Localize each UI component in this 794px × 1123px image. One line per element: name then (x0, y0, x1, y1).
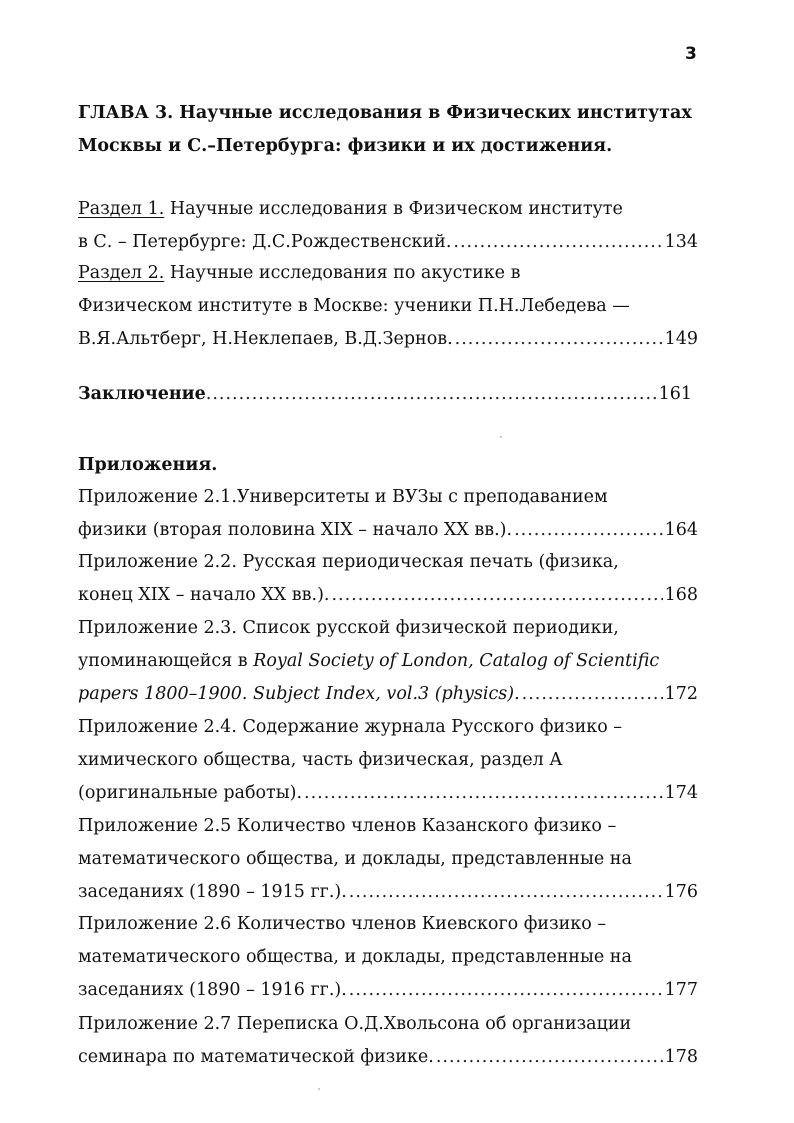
chapter-title (78, 96, 718, 162)
toc-entry-appendix-2-1[interactable] (78, 481, 698, 547)
dot-leader (453, 226, 662, 259)
toc-line (78, 226, 698, 259)
entry-text: конец XIX – начало XX вв.). (78, 585, 330, 605)
entry-text-italic: Royal Society of London, Catalog of Scientific (253, 651, 660, 671)
toc-entry-appendix-2-6[interactable] (78, 908, 698, 1007)
entry-text: упоминающейся в (78, 651, 254, 671)
section-label: Раздел 1. (78, 199, 165, 219)
dot-leader (349, 876, 663, 909)
entry-text: в С. – Петербурге: Д.С.Рождественский. (78, 232, 452, 252)
toc-entry-section-1[interactable] (78, 193, 698, 259)
toc-entry-conclusion[interactable] (78, 378, 692, 411)
dot-leader (455, 323, 663, 356)
dot-leader (522, 678, 663, 711)
entry-text: (оригинальные работы). (78, 783, 303, 803)
page-number: 3 (685, 44, 697, 64)
toc-line (78, 514, 698, 547)
toc-entry-section-2[interactable] (78, 257, 698, 356)
page-ref: 149 (664, 329, 698, 349)
section-label: Раздел 2. (78, 263, 165, 283)
toc-line (78, 645, 698, 678)
appendices-heading: Приложения. (78, 455, 218, 475)
chapter-title-line-2: Москвы и С.–Петербурга: физики и их достижения. (78, 136, 613, 156)
page-ref: 134 (664, 232, 698, 252)
entry-text: заседаниях (1890 – 1916 гг.). (78, 980, 347, 1000)
entry-text: Научные исследования по акустике в (164, 263, 521, 283)
entry-text: математического общества, и доклады, представленные на (78, 849, 632, 869)
entry-text: Приложение 2.7 Переписка О.Д.Хвольсона об организации (78, 1014, 632, 1034)
entry-text: Научные исследования в Физическом институте (164, 199, 623, 219)
toc-line (78, 257, 698, 290)
dot-leader (514, 514, 663, 547)
dot-leader (349, 974, 663, 1007)
entry-text: Приложение 2.3. Список русской физической периодики, (78, 618, 619, 638)
dot-leader (436, 1041, 663, 1074)
toc-line (78, 323, 698, 356)
entry-text: Приложение 2.4. Содержание журнала Русского физико – (78, 717, 623, 737)
chapter-title-line-1: ГЛАВА 3. Научные исследования в Физических институтах (78, 103, 692, 123)
entry-text-italic: papers 1800–1900. Subject Index, vol.3 (physics). (78, 684, 520, 704)
dot-leader (206, 378, 657, 411)
dot-leader (331, 579, 662, 612)
dot-leader (304, 777, 663, 810)
entry-text: Приложение 2.2. Русская периодическая печать (физика, (78, 552, 619, 572)
scan-speck (500, 436, 502, 438)
entry-title: Заключение (78, 384, 206, 404)
toc-line (78, 378, 692, 411)
page-ref: 178 (664, 1047, 698, 1067)
entry-text: Приложение 2.1.Университеты и ВУЗы с преподаванием (78, 487, 608, 507)
entry-text: Приложение 2.6 Количество членов Киевского физико – (78, 914, 607, 934)
entry-text: В.Я.Альтберг, Н.Неклепаев, В.Д.Зернов. (78, 329, 453, 349)
scan-speck (318, 1088, 320, 1090)
entry-text: заседаниях (1890 – 1915 гг.). (78, 882, 347, 902)
toc-entry-appendix-2-3[interactable] (78, 612, 698, 711)
entry-text: математического общества, и доклады, представленные на (78, 947, 632, 967)
toc-line (78, 974, 698, 1007)
toc-line (78, 193, 698, 226)
toc-line (78, 876, 698, 909)
entry-text: химического общества, часть физическая, раздел А (78, 750, 563, 770)
page-ref: 172 (664, 684, 698, 704)
toc-entry-appendix-2-5[interactable] (78, 810, 698, 909)
toc-entry-appendix-2-2[interactable] (78, 546, 698, 612)
toc-entry-appendix-2-4[interactable] (78, 711, 698, 810)
page-ref: 177 (664, 980, 698, 1000)
toc-line (78, 678, 698, 711)
page-ref: 168 (664, 585, 698, 605)
toc-line (78, 1041, 698, 1074)
toc-entry-appendix-2-7[interactable] (78, 1008, 698, 1074)
entry-text: семинара по математической физике. (78, 1047, 434, 1067)
entry-text: физики (вторая половина XIX – начало XX вв.). (78, 520, 513, 540)
entry-text: Физическом институте в Москве: ученики П.Н.Лебедева — (78, 296, 630, 316)
page-ref: 161 (658, 384, 692, 404)
toc-line (78, 777, 698, 810)
entry-text: Приложение 2.5 Количество членов Казанского физико – (78, 816, 617, 836)
page-ref: 164 (664, 520, 698, 540)
page-ref: 174 (664, 783, 698, 803)
toc-line (78, 579, 698, 612)
page-ref: 176 (664, 882, 698, 902)
